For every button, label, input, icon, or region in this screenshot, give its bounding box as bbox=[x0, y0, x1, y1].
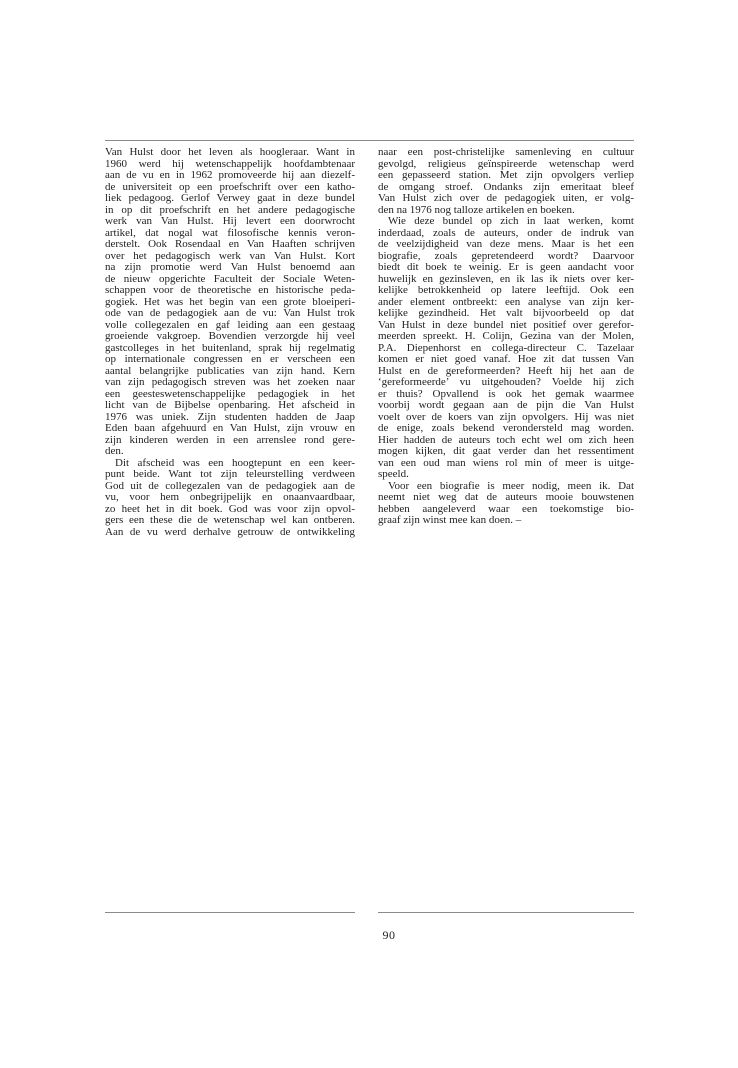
text-line: biedt dit boek te weinig. Er is geen aandacht voor bbox=[378, 261, 634, 273]
text-line: een gepasseerd station. Met zijn opvolgers verliep bbox=[378, 169, 634, 181]
text-line: kelijke gezindheid. Het valt bijvoorbeeld op dat bbox=[378, 307, 634, 319]
text-line: punt beide. Want tot zijn teleurstelling verdween bbox=[105, 468, 355, 480]
text-line: 1960 werd hij wetenschappelijk hoofdambtenaar bbox=[105, 157, 355, 170]
text-line: volle collegezalen en gaf leiding aan een gestaag bbox=[105, 318, 355, 331]
text-line: neemt niet weg dat de auteurs mooie bouwstenen bbox=[378, 491, 634, 503]
text-line: God uit de collegezalen van de pedagogiek aan de bbox=[105, 479, 355, 492]
text-line: werk van Van Hulst. Hij levert een doorwrocht bbox=[105, 215, 355, 227]
text-line: vu, voor hem onbegrijpelijk en onaanvaardbaar, bbox=[105, 491, 355, 503]
left-column bbox=[105, 147, 355, 538]
text-line: Wie deze bundel op zich in laat werken, komt bbox=[388, 215, 634, 227]
text-line: Dit afscheid was een hoogtepunt en een keer- bbox=[115, 456, 355, 469]
text-line: aantal belangrijke publicaties van zijn hand. Kern bbox=[105, 364, 355, 377]
text-line: de enige, zoals bekend verondersteld mag worden. bbox=[378, 422, 634, 434]
text-line: aan de vu en in 1962 promoveerde hij aan diezelf- bbox=[105, 169, 355, 181]
text-line: ode van de pedagogiek aan de vu: Van Hulst trok bbox=[105, 307, 355, 319]
footer-rule-left bbox=[105, 912, 355, 913]
text-line: derstelt. Ook Rosendaal en Van Haaften schrijven bbox=[105, 238, 355, 250]
text-line: groeiende vakgroep. Bovendien verzorgde hij veel bbox=[105, 330, 355, 342]
text-line: er thuis? Opvallend is ook het gemak waarmee bbox=[378, 387, 634, 400]
text-line: licht van de Bijbelse openbaring. Het afscheid in bbox=[105, 399, 355, 411]
header-rule bbox=[105, 140, 634, 141]
text-line: van een oud man wiens rol min of meer is uitge- bbox=[378, 456, 634, 469]
footer-rule-right bbox=[378, 912, 634, 913]
text-line: Voor een biografie is meer nodig, meen ik. Dat bbox=[388, 479, 634, 492]
text-line: liek pedagoog. Gerlof Verwey gaat in deze bundel bbox=[105, 192, 355, 204]
text-line: Van Hulst in deze bundel niet positief over gerefor- bbox=[378, 318, 634, 331]
text-line: komen er niet goed vanaf. Hoe zit dat tussen Van bbox=[378, 353, 634, 365]
text-line: kelijke betrokkenheid op latere leeftijd. Ook een bbox=[378, 284, 634, 296]
text-line: een geesteswetenschappelijke pedagogiek in het bbox=[105, 387, 355, 400]
text-line: den na 1976 nog talloze artikelen en boeken. bbox=[378, 203, 575, 216]
page-number: 90 bbox=[382, 928, 396, 942]
text-line: P.A. Diepenhorst en collega-directeur C. Tazelaar bbox=[378, 341, 634, 354]
text-line: schappen voor de theoretische en historische peda- bbox=[105, 284, 355, 296]
text-line: huwelijk en gezinsleven, en ik las ik niets over ker- bbox=[378, 272, 634, 285]
text-line: mogen kijken, dit gaat verder dan het ressentiment bbox=[378, 445, 634, 457]
text-line: de universiteit op een proefschrift over een katho- bbox=[105, 180, 355, 193]
text-line: biografie, zoals gepretendeerd wordt? Daarvoor bbox=[378, 249, 634, 262]
text-line: de nieuw opgerichte Faculteit der Sociale Weten- bbox=[105, 272, 355, 285]
text-line: graaf zijn winst mee kan doen. – bbox=[378, 514, 522, 526]
text-line: voorbij wordt gegaan aan de pijn die Van Hulst bbox=[378, 399, 634, 411]
text-line: ander element ontbreekt: een analyse van zijn ker- bbox=[378, 295, 634, 308]
text-line: inderdaad, zoals de auteurs, onder de indruk van bbox=[378, 226, 634, 239]
text-line: over het pedagogisch werk van Van Hulst. Kort bbox=[105, 249, 355, 262]
text-line: Aan de vu werd derhalve getrouw de ontwikkeling bbox=[105, 525, 355, 538]
text-line: gevolgd, religieus geïnspireerde wetenschap werd bbox=[378, 157, 634, 170]
text-line: Van Hulst door het leven als hoogleraar. Want in bbox=[105, 146, 355, 158]
text-line: Van Hulst zich over de pedagogiek uiten, er volg- bbox=[378, 192, 634, 204]
text-line: zo heet het in dit boek. God was voor zijn opvol- bbox=[105, 502, 355, 515]
text-line: de omgang stroef. Ondanks zijn emeritaat bleef bbox=[378, 180, 634, 193]
text-line: hebben aangeleverd waar een toekomstige bio- bbox=[378, 502, 634, 515]
paragraph bbox=[378, 481, 634, 527]
text-line: de veelzijdigheid van deze mens. Maar is het een bbox=[378, 238, 634, 250]
paragraph bbox=[378, 216, 634, 481]
text-line: gastcolleges in het buitenland, sprak hij regelmatig bbox=[105, 341, 355, 354]
text-line: voelt over de koers van zijn opvolgers. Hij was niet bbox=[378, 410, 634, 423]
text-line: naar een post-christelijke samenleving en cultuur bbox=[378, 146, 634, 158]
text-line: Hulst en de gereformeerden? Heeft hij het aan de bbox=[378, 364, 634, 377]
paragraph bbox=[105, 458, 355, 539]
text-line: op internationale congressen en er verscheen een bbox=[105, 353, 355, 365]
text-line: gogiek. Het was het begin van een grote bloeiperi- bbox=[105, 295, 355, 308]
right-column bbox=[378, 147, 634, 527]
text-line: den. bbox=[105, 445, 124, 457]
text-line: Eden baan afgehuurd en Van Hulst, zijn vrouw en bbox=[105, 422, 355, 434]
text-line: Hier hadden de auteurs toch echt wel om zich heen bbox=[378, 433, 634, 446]
text-line: van zijn pedagogisch streven was het zoeken naar bbox=[105, 376, 355, 388]
text-line: speeld. bbox=[378, 468, 409, 480]
paragraph bbox=[378, 147, 634, 216]
text-line: ‘gereformeerde’ vu uitgehouden? Voelde hij zich bbox=[378, 376, 634, 388]
text-line: zijn kinderen werden in een arrenslee rond gere- bbox=[105, 433, 355, 446]
text-line: gers een these die de wetenschap wel kan ontberen. bbox=[105, 514, 355, 526]
text-line: meerden spreekt. H. Colijn, Gezina van der Molen, bbox=[378, 330, 634, 342]
paragraph bbox=[105, 147, 355, 458]
text-line: na zijn promotie werd Van Hulst benoemd aan bbox=[105, 261, 355, 273]
text-line: artikel, dat nogal wat filosofische kennis veron- bbox=[105, 226, 355, 239]
text-line: 1976 was uniek. Zijn studenten hadden de Jaap bbox=[105, 410, 355, 423]
text-line: in op dit proefschrift en het andere pedagogische bbox=[105, 203, 355, 216]
